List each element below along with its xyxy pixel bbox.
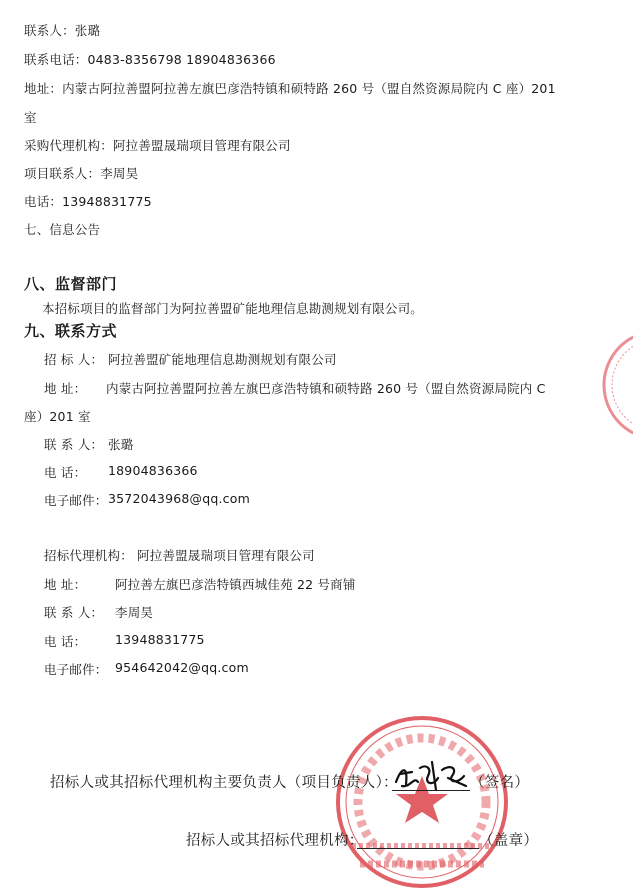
tenderer-phone: 18904836366 <box>108 463 198 478</box>
address-line1: 地址：内蒙古阿拉善盟阿拉善左旗巴彦浩特镇和硕特路 260 号（盟自然资源局院内 C 座）201 <box>24 81 556 96</box>
stamp-line-suffix: （盖章） <box>479 833 539 849</box>
tenderer-email: 3572043968@qq.com <box>108 491 250 506</box>
contact-person: 联系人：张璐 <box>24 23 101 38</box>
tenderer-name-label: 招 标 人： <box>44 352 104 367</box>
agency-address-label: 地 址： <box>44 577 87 592</box>
project-contact: 项目联系人：李周昊 <box>24 166 139 181</box>
tenderer-contact-label: 联 系 人： <box>44 437 104 452</box>
address-line2: 室 <box>24 110 37 125</box>
signature-line-suffix: （签名） <box>470 775 530 791</box>
section7-heading: 七、信息公告 <box>24 222 101 237</box>
tenderer-name: 阿拉善盟矿能地理信息勘测规划有限公司 <box>108 352 337 367</box>
agency-address: 阿拉善左旗巴彦浩特镇西城佳苑 22 号商铺 <box>115 577 356 592</box>
section8-heading: 八、监督部门 <box>24 275 118 293</box>
partial-seal-right <box>596 330 633 440</box>
tenderer-address-label: 地 址： <box>44 381 87 396</box>
agency-email: 954642042@qq.com <box>115 660 249 675</box>
tenderer-email-label: 电子邮件： <box>44 493 108 508</box>
section9-heading: 九、联系方式 <box>24 322 118 340</box>
agency-phone: 13948831775 <box>115 632 205 647</box>
tenderer-phone-label: 电 话： <box>44 465 87 480</box>
section8-text: 本招标项目的监督部门为阿拉善盟矿能地理信息勘测规划有限公司。 <box>42 301 424 316</box>
stamp-underline <box>357 848 479 849</box>
agency-name: 阿拉善盟晟瑞项目管理有限公司 <box>137 548 315 563</box>
project-phone: 电话：13948831775 <box>24 194 152 209</box>
agency-email-label: 电子邮件： <box>44 662 108 677</box>
agency-phone-label: 电 话： <box>44 634 87 649</box>
signature-line-prefix: 招标人或其招标代理机构主要负责人（项目负责人）： <box>50 775 398 791</box>
procurement-agency: 采购代理机构：阿拉善盟晟瑞项目管理有限公司 <box>24 138 291 153</box>
tenderer-address-line2: 座）201 室 <box>24 409 91 424</box>
stamp-line-prefix: 招标人或其招标代理机构： <box>186 833 364 849</box>
contact-phone: 联系电话：0483-8356798 18904836366 <box>24 52 276 67</box>
tenderer-contact: 张璐 <box>108 437 134 452</box>
official-seal <box>330 706 514 889</box>
signature-underline <box>392 790 470 791</box>
agency-contact: 李周昊 <box>115 605 154 620</box>
tenderer-address-line1: 内蒙古阿拉善盟阿拉善左旗巴彦浩特镇和硕特路 260 号（盟自然资源局院内 C <box>106 381 546 396</box>
agency-name-label: 招标代理机构： <box>44 548 133 563</box>
agency-contact-label: 联 系 人： <box>44 605 104 620</box>
